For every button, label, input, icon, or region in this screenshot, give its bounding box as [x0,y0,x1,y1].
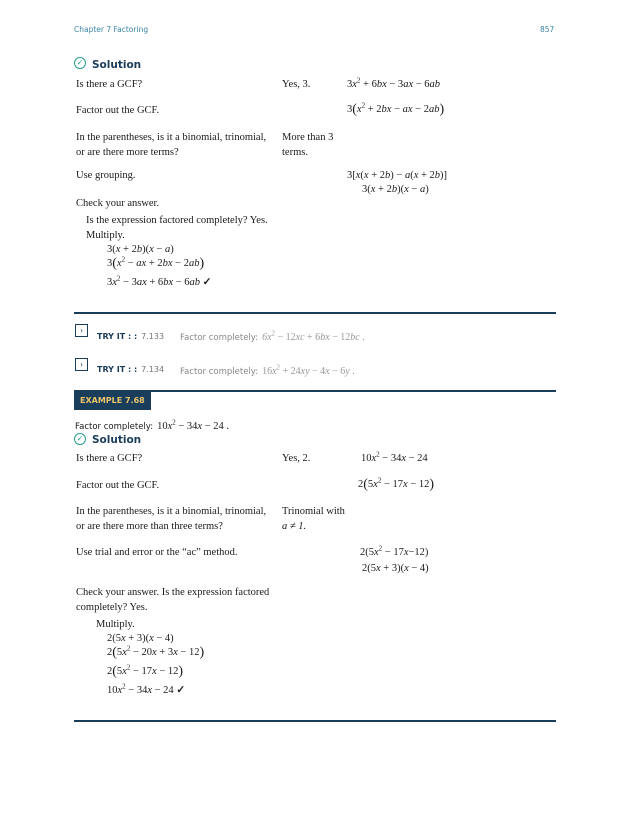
chevron-right-icon[interactable]: › [75,324,88,337]
step-math: $10x^2 - 34x - 24$ [361,450,428,464]
check-step: $10x^2 - 34x - 24$ ✓ [107,682,186,696]
chapter-title: Chapter 7 Factoring [74,25,149,34]
step-question: Factor out the GCF. [76,105,160,116]
multiply-label: Multiply. [96,619,135,630]
check-answer: Check your answer. [76,198,160,209]
step-math: 3(x + 2b)(x − a) [362,184,429,195]
check-circle-icon: ✓ [74,57,86,69]
step-question: Use grouping. [76,170,136,181]
step-math: $2(5x^2 - 17x-12)$ [360,544,429,558]
step-math: $3x^2 + 6bx - 3ax - 6ab$ [347,76,441,90]
step-question: In the parentheses, is it a binomial, trinomial, or are there more terms? [76,132,267,158]
step-math: 2(5x + 3)(x − 4) [362,563,429,574]
step-question: Is there a GCF? [76,79,143,90]
try-it-2-prompt: Factor completely: $16x^2 + 24xy - 4x - 6y$ . [180,363,355,377]
step-math: $2(5x^2 - 17x - 12)$ [358,476,435,492]
example-badge: EXAMPLE 7.68 [74,392,151,410]
example-prompt: Factor completely: $10x^2 - 34x - 24$ . [75,418,229,432]
check-step: $3(x^2$ − ax + 2bx − 2ab) [107,255,205,271]
check-answer: Check your answer. Is the expression factored completely? Yes. [76,587,270,613]
section-divider [74,312,556,314]
step-answer: More than 3 terms. [282,132,334,158]
page-number: 857 [540,25,555,34]
check-step: $2(5x^2 - 20x + 3x - 12)$ [107,644,205,660]
step-answer: Yes, 2. [282,453,311,464]
chevron-right-icon[interactable]: › [75,358,88,371]
step-answer: Yes, 3. [282,79,311,90]
multiply-label: Multiply. [86,230,125,241]
solution-heading: Solution [92,59,142,71]
step-question: Is there a GCF? [76,453,143,464]
try-it-1-prompt: Factor completely: $6x^2 - 12xc + 6bx - 12bc$ . [180,329,365,343]
step-math: 3[x(x + 2b) − a(x + 2b)] [347,170,448,181]
step-question: In the parentheses, is it a binomial, trinomial, or are there more than three terms? [76,506,267,532]
step-math: $3(x^2 + 2bx$ − ax − 2ab) [347,101,445,117]
step-answer: Trinomial with a ≠ 1. [282,506,345,532]
check-step: 2(5x + 3)(x − 4) [107,633,174,644]
solution-heading: Solution [92,434,142,446]
check-step: $2(5x^2 - 17x - 12)$ [107,663,184,679]
section-divider [74,720,556,722]
try-it-1: TRY IT : : 7.133 [97,332,165,341]
step-question: Use trial and error or the “ac” method. [76,547,238,558]
check-complete: Is the expression factored completely? Yes. [86,215,268,226]
check-step: 3(x + 2b)(x − a) [107,244,174,255]
check-step: $3x^2 - 3ax + 6bx - 6ab$ ✓ [107,274,212,288]
try-it-2: TRY IT : : 7.134 [97,365,165,374]
check-circle-icon: ✓ [74,433,86,445]
step-question: Factor out the GCF. [76,480,160,491]
